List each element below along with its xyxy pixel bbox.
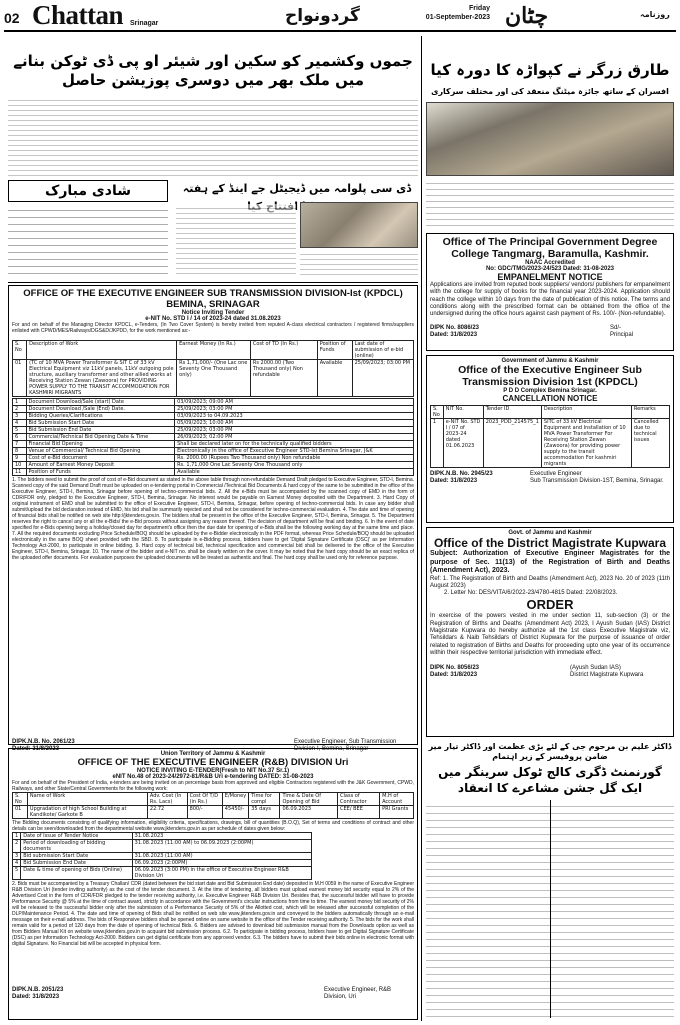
news-body-text	[8, 96, 418, 176]
schedule-cell: Document Download/Sale (start) Date	[26, 399, 175, 406]
schedule-cell: Bidding Queries/Clarifications	[26, 413, 175, 420]
th: E/Money	[222, 793, 248, 806]
date: 01-September-2023	[425, 14, 490, 21]
schedule-cell: 03/09/2023; 09:00 AM	[175, 399, 414, 406]
schedule-cell: 9	[13, 455, 27, 462]
sig1: (Ayush Sudan IAS)	[570, 665, 621, 672]
td: 35 days	[249, 806, 280, 819]
schedule-table	[12, 832, 312, 880]
td: 01	[13, 360, 27, 397]
marriage-text	[8, 204, 168, 276]
schedule-cell: 10	[13, 462, 27, 469]
th: Cost of TD (In Rs.)	[250, 341, 317, 360]
ad-notice: Notice Inviting Tender	[181, 310, 245, 316]
urdu-logo: چٹان	[505, 3, 549, 29]
dated: Dated: 31/8/2023	[12, 994, 60, 1000]
td: e-NIT No. STD I / 07 of 2023-24 dated 01.06.2023	[443, 419, 483, 468]
schedule-cell: Date of Issue of Tender Notice	[21, 833, 132, 840]
schedule-row	[13, 867, 312, 880]
schedule-cell: Available	[175, 469, 414, 476]
ad-title: Office of The Principal Government Degree College Tangmarg, Baramulla, Kashmir.	[442, 236, 658, 260]
right-headline: طارق زرگر نے کپواڑہ کا دورہ کیا	[430, 61, 670, 79]
td: 25/09/2023; 03:00 PM	[352, 360, 413, 397]
schedule-cell: Cost of e-Bid document	[26, 455, 175, 462]
dated: Dated: 31/8/2023	[12, 746, 60, 752]
schedule-cell: 05/09/2023; 10:00 AM	[175, 420, 414, 427]
meeting-photo	[426, 102, 674, 176]
th: Earnest Money (In Rs.)	[177, 341, 251, 360]
th: Adv. Cost (In Rs. Lacs)	[147, 793, 187, 806]
ad-title: OFFICE OF THE EXECUTIVE ENGINEER SUB TRANSMISSION DIVISION-Ist (KPDCL)	[23, 288, 403, 299]
schedule-cell: Rs. 1,71,000 One Lac Seventy One Thousand only	[175, 462, 414, 469]
schedule-cell: Venue of Commercial/ Technical Bid Opening	[26, 448, 175, 455]
schedule-cell: 25/09/2023; 03:00 PM	[175, 427, 414, 434]
dipk-number: DIPK.N.B. No. 2061/23	[12, 739, 75, 745]
th: M.H of Account	[380, 793, 414, 806]
schedule-row	[13, 860, 312, 867]
td: 1	[431, 419, 444, 468]
ad-number: No: GDC/TMG/2023-24/523 Dated: 31-08-2023	[485, 266, 615, 272]
td: 01	[13, 806, 28, 819]
th: Name of Work	[27, 793, 147, 806]
schedule-cell: 4	[13, 860, 21, 867]
dated: Dated: 31/8/2023	[430, 478, 478, 484]
ad-notice: CANCELLATION NOTICE	[502, 394, 598, 403]
ad-ref2: 2. Letter No: DES/VITA/6/2022-23/4780-4815 Dated: 22/08/2023.	[444, 590, 618, 597]
th: Cost Of T/D (in Rs.)	[187, 793, 222, 806]
ad-notice: NOTICE INVITING E-TENDER(Fresh to NIT No.37 Sr.1)	[136, 768, 290, 774]
ad-govt: Union Territory of Jammu & Kashmir	[160, 751, 266, 757]
sig2: District Magistrate Kupwara	[570, 672, 644, 679]
page-number: 02	[4, 10, 20, 26]
ad-terms: 1. The bidders need to submit the proof of cost of e-Bid document as stated in the above table through non-refundable Demand Draft pledged to Executive Engineer, STD-I, Bemina. Scanned copy of the said Demand Draft must be uploaded on e-tendering portal in Commercial /Technical Bid Documents & hard copy of the same to be submitted in the office of the Executive Engineer, STD-I, Bemina, Srinagar before opening of techno-commercial bids. 2. All the e-Bids must be accompanied by the scanned copy of EMD in the form of CDR/FDR only, pledged to the Executive Engineer, STD-I, Bemina, Srinagar. No interest would be payable on Earnest Money deposited with the Department. 3. Hard Copy of original instrument of EMD shall be submitted to the office of Executive Engineer, STD-I, Bemina, Srinagar, before opening of techno-commercial bids. In case any bidder shall submit/upload the bid declaration instead of EMD, his bid shall be summarily rejected and shall not be considered for techno-commercial evaluation. 4. The date and time of opening of financial bids shall be notified on web site http://jktenders.gov.in. The bidders shall be present in the office of the Executive Engineer, STD-I, Bemina, Srinagar. 5. The Department reserves the right to cancel any or all the e-Bids/ the e-Bid process without assigning any reason thereof. The decision of department will be final and binding. 6. In the event of date specified for e-Bids opening being a holiday/closed day for department's office then the due date for opening of e-Bids shall be the following working day at the same time and place. 7. All the required documents excluding Price Schedule/BOQ should be uploaded by the e-Bidder electronically in the PDF format, whereas Price Schedule/BOQ should be uploaded electronically in the same BOQ sheet provided with the SBD. 8. To participate in e-Bidding process, bidders have to get 'Digital Signature Certificate (DSC)' as per Information Technology Act-2000, to participate in online bidding. 9. Hard copy of technical bid, technical specification and commercial bid shall be delivered to the office of the Executive Engineer, STD-I, Bemina, Srinagar. 10. The name of the bidder and e-NIT no. shall be clearly written on the cover. It may be noted that the hard copy should be an exact replica of the uploaded offer documents. For evaluation purposes the uploaded documents will be treated as authentic and final. The hard copy shall be used only for reference purpose.	[12, 477, 414, 561]
sign: Sd/-	[610, 325, 622, 331]
ad-govt: Govt. of Jammu and Kashmir	[508, 530, 592, 536]
schedule-cell: Electronically in the office of Executive Engineer STD-Ist Bemina Srinagar, J&K	[175, 448, 414, 455]
td: Rs 2000.00 (Two Thousand only) Non refundable	[250, 360, 317, 397]
schedule-row	[13, 853, 312, 860]
schedule-cell: 1	[13, 833, 21, 840]
ad-place: BEMINA, SRINAGAR	[166, 299, 260, 310]
ad-title: Office of the District Magistrate Kupwara	[433, 536, 667, 550]
main-headline: جموں وکشمیر کو سکین اور شیئر او پی ڈی ٹوکن بنانے میں ملک بھر میں دوسری پوزیشن حاصل	[13, 52, 413, 89]
td: 22.72	[147, 806, 187, 819]
bottom-subhead: ڈاکٹر علیم بن مرحوم جی کے لئے بڑی عظمت اور ڈاکٹر تیار میر ضامن پروفیسر کے زیر اہتمام	[428, 742, 672, 761]
ad-title: OFFICE OF THE EXECUTIVE ENGINEER (R&B) DIVISION Uri	[77, 757, 349, 768]
ad-footer	[12, 987, 414, 1001]
schedule-cell: Bid Submission Start Date	[26, 420, 175, 427]
schedule-cell: Date & time of opening of Bids (Online)	[21, 867, 132, 880]
ad-govt: Government of Jammu & Kashmir	[501, 358, 599, 364]
right-news-text	[426, 178, 674, 230]
ad-title: Office of the Executive Engineer Sub Transmission Division 1st (KPDCL)	[458, 364, 642, 388]
td: PRI Grants	[380, 806, 414, 819]
signatory: Principal	[610, 332, 634, 338]
schedule-cell: 4	[13, 420, 27, 427]
td: 45450/-	[222, 806, 248, 819]
marriage-box	[8, 180, 168, 202]
th: Last date of submission of e-bid (online)	[352, 341, 413, 360]
ad-footer	[430, 665, 670, 679]
schedule-cell: 11	[13, 469, 27, 476]
th: S. No	[13, 341, 27, 360]
ad-nit: eNIT No.48 of 2023-24/2972-81/R&B Uri e-tendering DATED: 31-08-2023	[112, 774, 314, 780]
ad-terms: 2. Bids must be accompanied by a Treasury Challan/ CDR (dated between the bid start date and Bid Submission End date) deposited in M.H 0059 in the name of Executive Engineer R&B Division Uri (tender inviting authority) as the cost of the tender document. 3. At the time of tendering, all bidders must upload earnest money bid security equal to 2% of the Advertised Cost in the form of CDR/FDR pledged to the tender receiving authority, i.e. Executive Engineer R&B Division Uri. Besides that, the successful bidder will have to provide Performance Security @ 5% at the time of contract award, strictly in accordance with the Government's circular instructions from time to time. The earnest money bid security of 2% will be released to the successful bidder only after the submission of a Performance Security of 5% of the Allotted cost, which will be released after successful completion of the DLP/Maintenance Period. 4. The date and time of opening of Bids shall be notified on web site www.jktenders.gov.in and conveyed to the bidders automatically through an e-mail message on their e-mail address. The bids of Responsive bidders shall be opened online on same website in the office of the Tender receiving authority. 5. The bids for the work shall remain valid for a period of 120 days from the date of opening of technical Bids. 6. Bidders are advised to download bid submission manual from the Downloads option as well as from Bidders Manual Kit on website www.jktenders.gov.in to acquaint bid submission process. 6.2. To participate in bidding process, bidders have to get Digital Signature Certificate (DSC) as per Information Technology Act-2000. Bidders can get digital certificate from any approved vendor. 6.3. The bidders have to submit their bids online in electronic format with digital Signature. No Financial bid will be accepted in physical form.	[12, 881, 414, 947]
th: S. No	[13, 793, 28, 806]
schedule-row	[13, 399, 414, 406]
right-subhead: افسران کے ساتھ جائزہ میٹنگ منعقد کی اور مختلف سرکاری	[431, 87, 669, 96]
th: Position of Funds	[317, 341, 352, 360]
td: SITC of 33 kV Electrical Equipment and Installation of 10 MVA Power Transformer For Receiving Station Zewan (Zawoora) for providing power supply to the transit accommodation For kashmiri migrants	[541, 419, 631, 468]
schedule-cell: 5	[13, 427, 27, 434]
schedule-cell: Commercial/Technical Bid Opening Date & Time	[26, 434, 175, 441]
schedule-cell: 2	[13, 406, 27, 413]
ad-body: Applications are invited from reputed book suppliers/ vendors/ publishers for empanelment with the college for supply of books for the financial year 2023-2024. Application should reach the college within 10 days from the date of publication of this notice. The terms and conditions along with the prescribed format can be obtained from the office of the undersigned during the office hours against cash payment of Rs. 100/- (Non-refundable).	[430, 282, 670, 318]
dc-text	[176, 204, 296, 278]
ad-note: The Bidding documents consisting of qualifying information, eligibility criteria, specifications, drawings, bill of quantities (B.O.Q), Set of terms and conditions of contract and other details can be seen/downloaded from the departmental website www.jktenders.gov.in as per schedule of dates given below:	[12, 820, 414, 832]
tender-table	[12, 792, 414, 819]
schedule-row	[13, 448, 414, 455]
schedule-row	[13, 427, 414, 434]
schedule-cell: 26/09/2023; 02:00 PM	[175, 434, 414, 441]
schedule-cell: Amount of Earnest Money Deposit	[26, 462, 175, 469]
cancellation-notice-ad	[426, 355, 674, 523]
naac: NAAC Accredited	[525, 260, 575, 266]
dipk-number: DIPK.N.B. No. 2945/23	[430, 471, 493, 477]
dipk-number: DIPK No. 8056/23	[430, 665, 480, 672]
ad-place: P D D Complex Bemina Srinagar.	[503, 388, 597, 394]
schedule-cell: Rs. 2000.00 (Rupees Two Thousand only) Non refundable	[175, 455, 414, 462]
schedule-cell: 31.08.2023 (11:00 AM)	[132, 853, 311, 860]
schedule-cell: 31.08.2023	[132, 833, 311, 840]
signatory: Executive Engineer, R&B Division, Uri	[324, 987, 392, 1000]
schedule-cell: 6	[13, 434, 27, 441]
ad-footer	[430, 325, 670, 339]
dc-caption	[300, 250, 418, 278]
signatory: Executive Engineer, Sub Transmission Division-I, Bemina, Srinagar	[294, 739, 397, 752]
th: Time for compl	[249, 793, 280, 806]
ad-notice: EMPANELMENT NOTICE	[497, 272, 603, 282]
column-divider	[421, 36, 422, 1021]
td: 06.09.2023	[280, 806, 338, 819]
ad-body: In exercise of the powers vested in me under section 11, sub-section (3) or the Registration of Births and Deaths (Amendment Act) 2023, I Ayush Sudan (IAS) District Magistrate Kupwara do hereby authorize all the 1st class Executive Magistrate viz, Tehsildars & Naib Tehsildars of District Kupwara for the purpose of issuance of order related to registration of Births and Deaths for proceeding upto one year of its occurrence within their respective territorial jurisdiction with immediate effect.	[430, 613, 670, 656]
schedule-row	[13, 469, 414, 476]
schedule-cell: Document Download /Sale (End) Date.	[26, 406, 175, 413]
schedule-cell: 3	[13, 413, 27, 420]
schedule-row	[13, 420, 414, 427]
ad-nit: e-NIT No. STD I / 14 of 2023-24 dated 31.08.2023	[145, 316, 281, 322]
newspaper-logo: Chattan	[32, 0, 124, 30]
td: Cancelled due to technical issues	[631, 419, 669, 468]
th: S. No	[431, 406, 444, 419]
schedule-cell: Financial Bid Opening	[26, 441, 175, 448]
schedule-cell: 8	[13, 448, 27, 455]
schedule-table	[12, 398, 414, 476]
order-heading: ORDER	[526, 597, 574, 613]
td: (TC of 10 MVA Power Transformer & SIT C of 33 kV Electrical Equipment viz 11kV panels, 11kV outgoing pole structure, auxiliary transformer and other allied works at Receiving Station Zewan (Zawoora) for PROVIDING POWER SUPPLY TO THE TRANSIT ACCOMMODATION FOR KASHMIRI MIGRANTS	[27, 360, 177, 397]
schedule-cell: 1	[13, 399, 27, 406]
urdu-tag: روزنامہ	[640, 10, 670, 19]
dateline	[410, 4, 490, 22]
schedule-cell: 31.08.2023 (11:00 AM) to 06.09.2023 (2:00PM)	[132, 840, 311, 853]
schedule-cell: 06.09.2023 (2:00PM)	[132, 860, 311, 867]
dipk-number: DIPK No. 8086/23	[430, 325, 480, 331]
th: Tender ID	[483, 406, 541, 419]
schedule-cell: Period of downloading of bidding documents	[21, 840, 132, 853]
day: Friday	[468, 5, 490, 12]
bottom-headline: گورنمنٹ ڈگری کالج ٹوکل سرینگر میں ایک گل جشن مشاعرے کا انعقاد	[438, 765, 662, 795]
td: Upgradation of high School Building at Kandikote/ Garkote B	[27, 806, 147, 819]
th: Description	[541, 406, 631, 419]
th: Description of Work	[27, 341, 177, 360]
marriage-heading: شادی مبارک	[45, 183, 131, 199]
schedule-row	[13, 840, 312, 853]
schedule-row	[13, 434, 414, 441]
dc-headline: ڈی سی پلوامہ میں ڈیجیٹل جے اینڈ کے ہفتہ	[182, 182, 412, 195]
th: Remarks	[631, 406, 669, 419]
ad-intro: For and on behalf of the Managing Director KPDCL, e-Tenders, (In Two Cover System) is hereby invited from reputed A-class electrical contractors / registered firms/suppliers enlisted with CPWD/MES/Railways/DGS&D/JKPDD, for the work mentioned as:-	[12, 322, 414, 334]
ad-subject: Subject: Authorization of Executive Engineer Magistrates for the purpose of Sec. 11(13) of the Registration of Birth and Deaths (Amendment Act), 2023.	[430, 550, 670, 574]
schedule-cell: 5	[13, 867, 21, 880]
ad-footer	[430, 471, 670, 485]
schedule-cell: Bid Submission End Date	[21, 860, 132, 867]
tender-table	[12, 340, 414, 397]
td: Rs 1,71,000/- (One Lac one Seventy One Thousand only)	[177, 360, 251, 397]
th: Class of Contractor	[338, 793, 380, 806]
cancellation-table	[430, 405, 670, 468]
dated: Dated: 31/8/2023	[430, 332, 478, 338]
th: Time & Date Of Opening of Bid	[280, 793, 338, 806]
schedule-row	[13, 455, 414, 462]
schedule-row	[13, 833, 312, 840]
divider	[8, 282, 418, 283]
dated: Dated: 31/8/2023	[430, 672, 478, 679]
th: NIT No.	[443, 406, 483, 419]
schedule-cell: 3	[13, 853, 21, 860]
degree-college-ad	[426, 233, 674, 351]
td: 800/-	[187, 806, 222, 819]
td: Available	[317, 360, 352, 397]
section-title: گردونواح	[285, 6, 360, 26]
sig1: Executive Engineer	[530, 471, 582, 477]
schedule-cell: 7	[13, 441, 27, 448]
kupwara-order-ad	[426, 527, 674, 737]
sig2: Sub Transmission Division-1ST, Bemina, Srinagar.	[530, 478, 664, 484]
schedule-row	[13, 413, 414, 420]
ad-intro: For and on behalf of the President of India, e-tenders are being invited on an percentage basis from approved and eligible Contractors registered with the J&K Government, CPWD, Railways, and other State/Central Governments for the following work:	[12, 780, 414, 792]
td: 2023_PDD_214575_1	[483, 419, 541, 468]
schedule-cell: Bid submission Start Date	[21, 853, 132, 860]
ad-ref1: Ref: 1. The Registration of Birth and Deaths (Amendment Act), 2023 No. 20 of 2023 (11th August 2023)	[430, 575, 670, 589]
schedule-row	[13, 406, 414, 413]
schedule-cell: Position of Funds	[26, 469, 175, 476]
dipk-number: DIPK.N.B. 2051/23	[12, 987, 64, 993]
rnb-tender-ad	[8, 748, 418, 1020]
schedule-cell: Shall be declared later on for the technically qualified bidders	[175, 441, 414, 448]
logo-city: Srinagar	[130, 20, 159, 27]
schedule-cell: 2	[13, 840, 21, 853]
dc-photo	[300, 202, 418, 248]
schedule-row	[13, 441, 414, 448]
schedule-cell: 06.09.2023 (3:00 PM) in the office of Executive Engineer R&B Division Uri	[132, 867, 311, 880]
schedule-cell: 25/09/2023; 03:00 PM	[175, 406, 414, 413]
schedule-cell: Bid Submission End Date	[26, 427, 175, 434]
schedule-cell: 03/09/2023 to 04.09.2023	[175, 413, 414, 420]
column-rule	[550, 800, 551, 1018]
kpdcl-tender-ad	[8, 285, 418, 752]
schedule-row	[13, 462, 414, 469]
td: CEE/ BEE	[338, 806, 380, 819]
